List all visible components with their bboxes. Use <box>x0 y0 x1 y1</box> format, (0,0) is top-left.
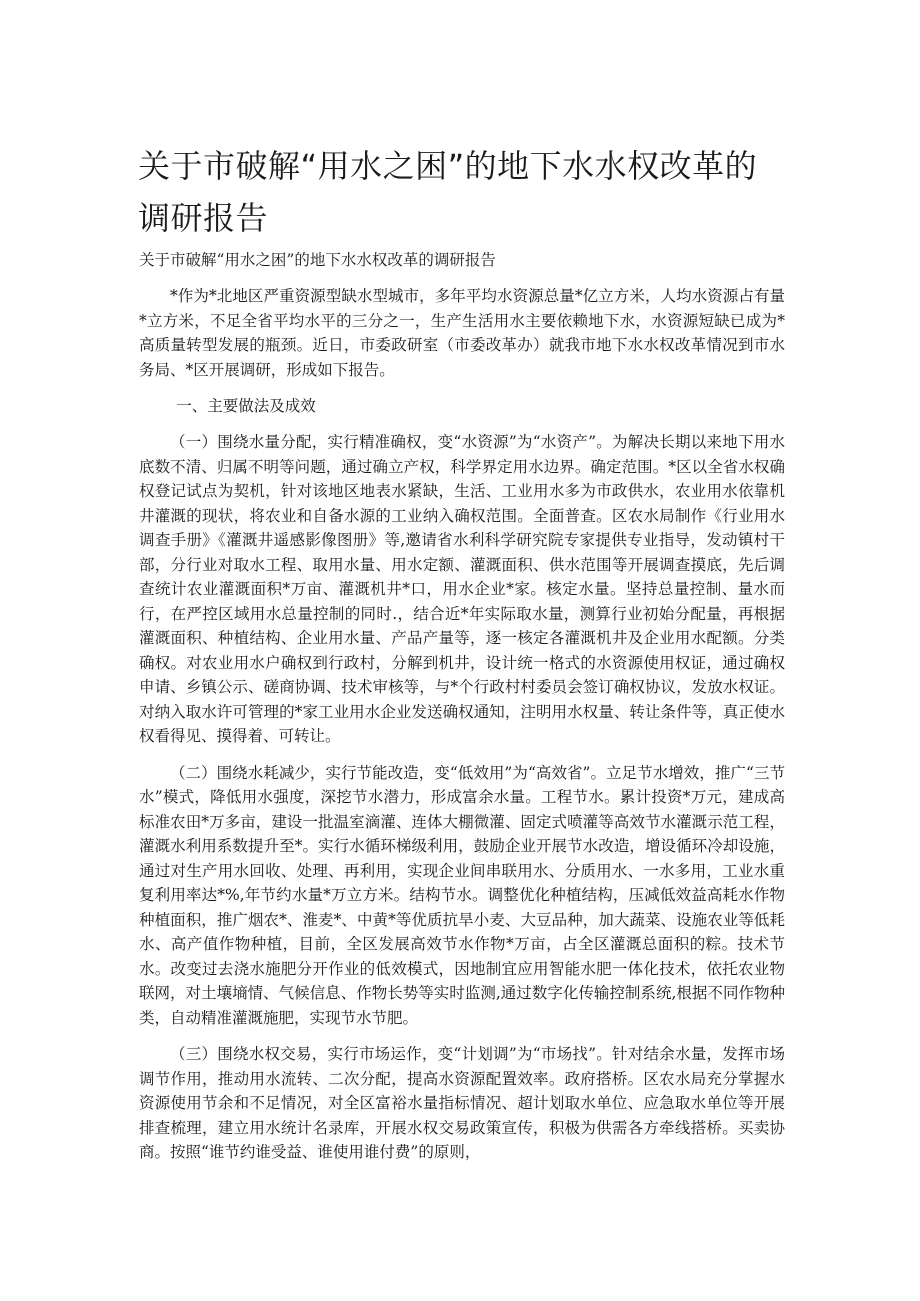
paragraph-water-trading: （三）围绕水权交易，实行市场运作，变“计划调”为“市场找”。针对结余水量，发挥市场调节作用，推动用水流转、二次分配，提高水资源配置效率。政府搭桥。区农水局充分掌握水资源使用节余和不足情况，对全区富裕水量指标情况、超计划取水单位、应急取水单位等开展排查梳理，建立用水统计名录库，开展水权交易政策宣传，积极为供需各方牵线搭桥。买卖协商。按照“谁节约谁受益、谁使用谁付费”的原则， <box>139 1045 785 1161</box>
document-body <box>139 248 785 1177</box>
paragraph-water-saving: （二）围绕水耗减少，实行节能改造，变“低效用”为“高效省”。立足节水增效，推广“三节水”模式，降低用水强度，深挖节水潜力，形成富余水量。工程节水。累计投资*万元，建成高标准农田*万多亩，建设一批温室滴灌、连体大棚微灌、固定式喷灌等高效节水灌溉示范工程，灌溉水利用系数提升至*。实行水循环梯级利用，鼓励企业开展节水改造，增设循环冷却设施，通过对生产用水回收、处理、再利用，实现企业间串联用水、分质用水、一水多用，工业水重复利用率达*%,年节约水量*万立方米。结构节水。调整优化种植结构，压减低效益高耗水作物种植面积，推广烟农*、淮麦*、中黄*等优质抗旱小麦、大豆品种，加大蔬菜、设施农业等低耗水、高产值作物种植，目前，全区发展高效节水作物*万亩，占全区灌溉总面积的粽。技术节水。改变过去浇水施肥分开作业的低效模式，因地制宜应用智能水肥一体化技术，依托农业物联网，对土壤墒情、气候信息、作物长势等实时监测,通过数字化传输控制系统,根据不同作物种类，自动精准灌溉施肥，实现节水节肥。 <box>139 763 785 1027</box>
document-title: 关于市破解“用水之困”的地下水水权改革的调研报告 <box>138 147 758 237</box>
section-heading: 一、主要做法及成效 <box>176 397 316 415</box>
paragraph-water-allocation: （一）围绕水量分配，实行精准确权，变“水资源”为“水资产”。为解决长期以来地下用水底数不清、归属不明等问题，通过确立产权，科学界定用水边界。确定范围。*区以全省水权确权登记试点为契机，针对该地区地表水紧缺，生活、工业用水多为市政供水，农业用水依靠机井灌溉的现状，将农业和自备水源的工业纳入确权范围。全面普查。区农水局制作《行业用水调查手册》《灌溉井遥感影像图册》等,邀请省水利科学研究院专家提供专业指导，发动镇村干部，分行业对取水工程、取用水量、用水定额、灌溉面积、供水范围等开展调查摸底，先后调查统计农业灌溉面积*万亩、灌溉机井*口，用水企业*家。核定水量。坚持总量控制、量水而行，在严控区域用水总量控制的同时.，结合近*年实际取水量，测算行业初始分配量，再根据灌溉面积、种植结构、企业用水量、产品产量等，逐一核定各灌溉机井及企业用水配额。分类确权。对农业用水户确权到行政村，分解到机井，设计统一格式的水资源使用权证，通过确权申请、乡镇公示、磋商协调、技术审核等，与*个行政村村委员会签订确权协议，发放水权证。对纳入取水许可管理的*家工业用水企业发送确权通知，注明用水权量、转让条件等，真正使水权看得见、摸得着、可转让。 <box>139 433 785 745</box>
document-subtitle: 关于市破解“用水之困”的地下水水权改革的调研报告 <box>139 251 496 269</box>
intro-paragraph: *作为*北地区严重资源型缺水型城市，多年平均水资源总量*亿立方米，人均水资源占有量*立方米，不足全省平均水平的三分之一，生产生活用水主要依赖地下水，水资源短缺已成为*高质量转型发展的瓶颈。近日，市委政研室（市委改革办）就我市地下水水权改革情况到市水务局、*区开展调研，形成如下报告。 <box>139 287 785 379</box>
